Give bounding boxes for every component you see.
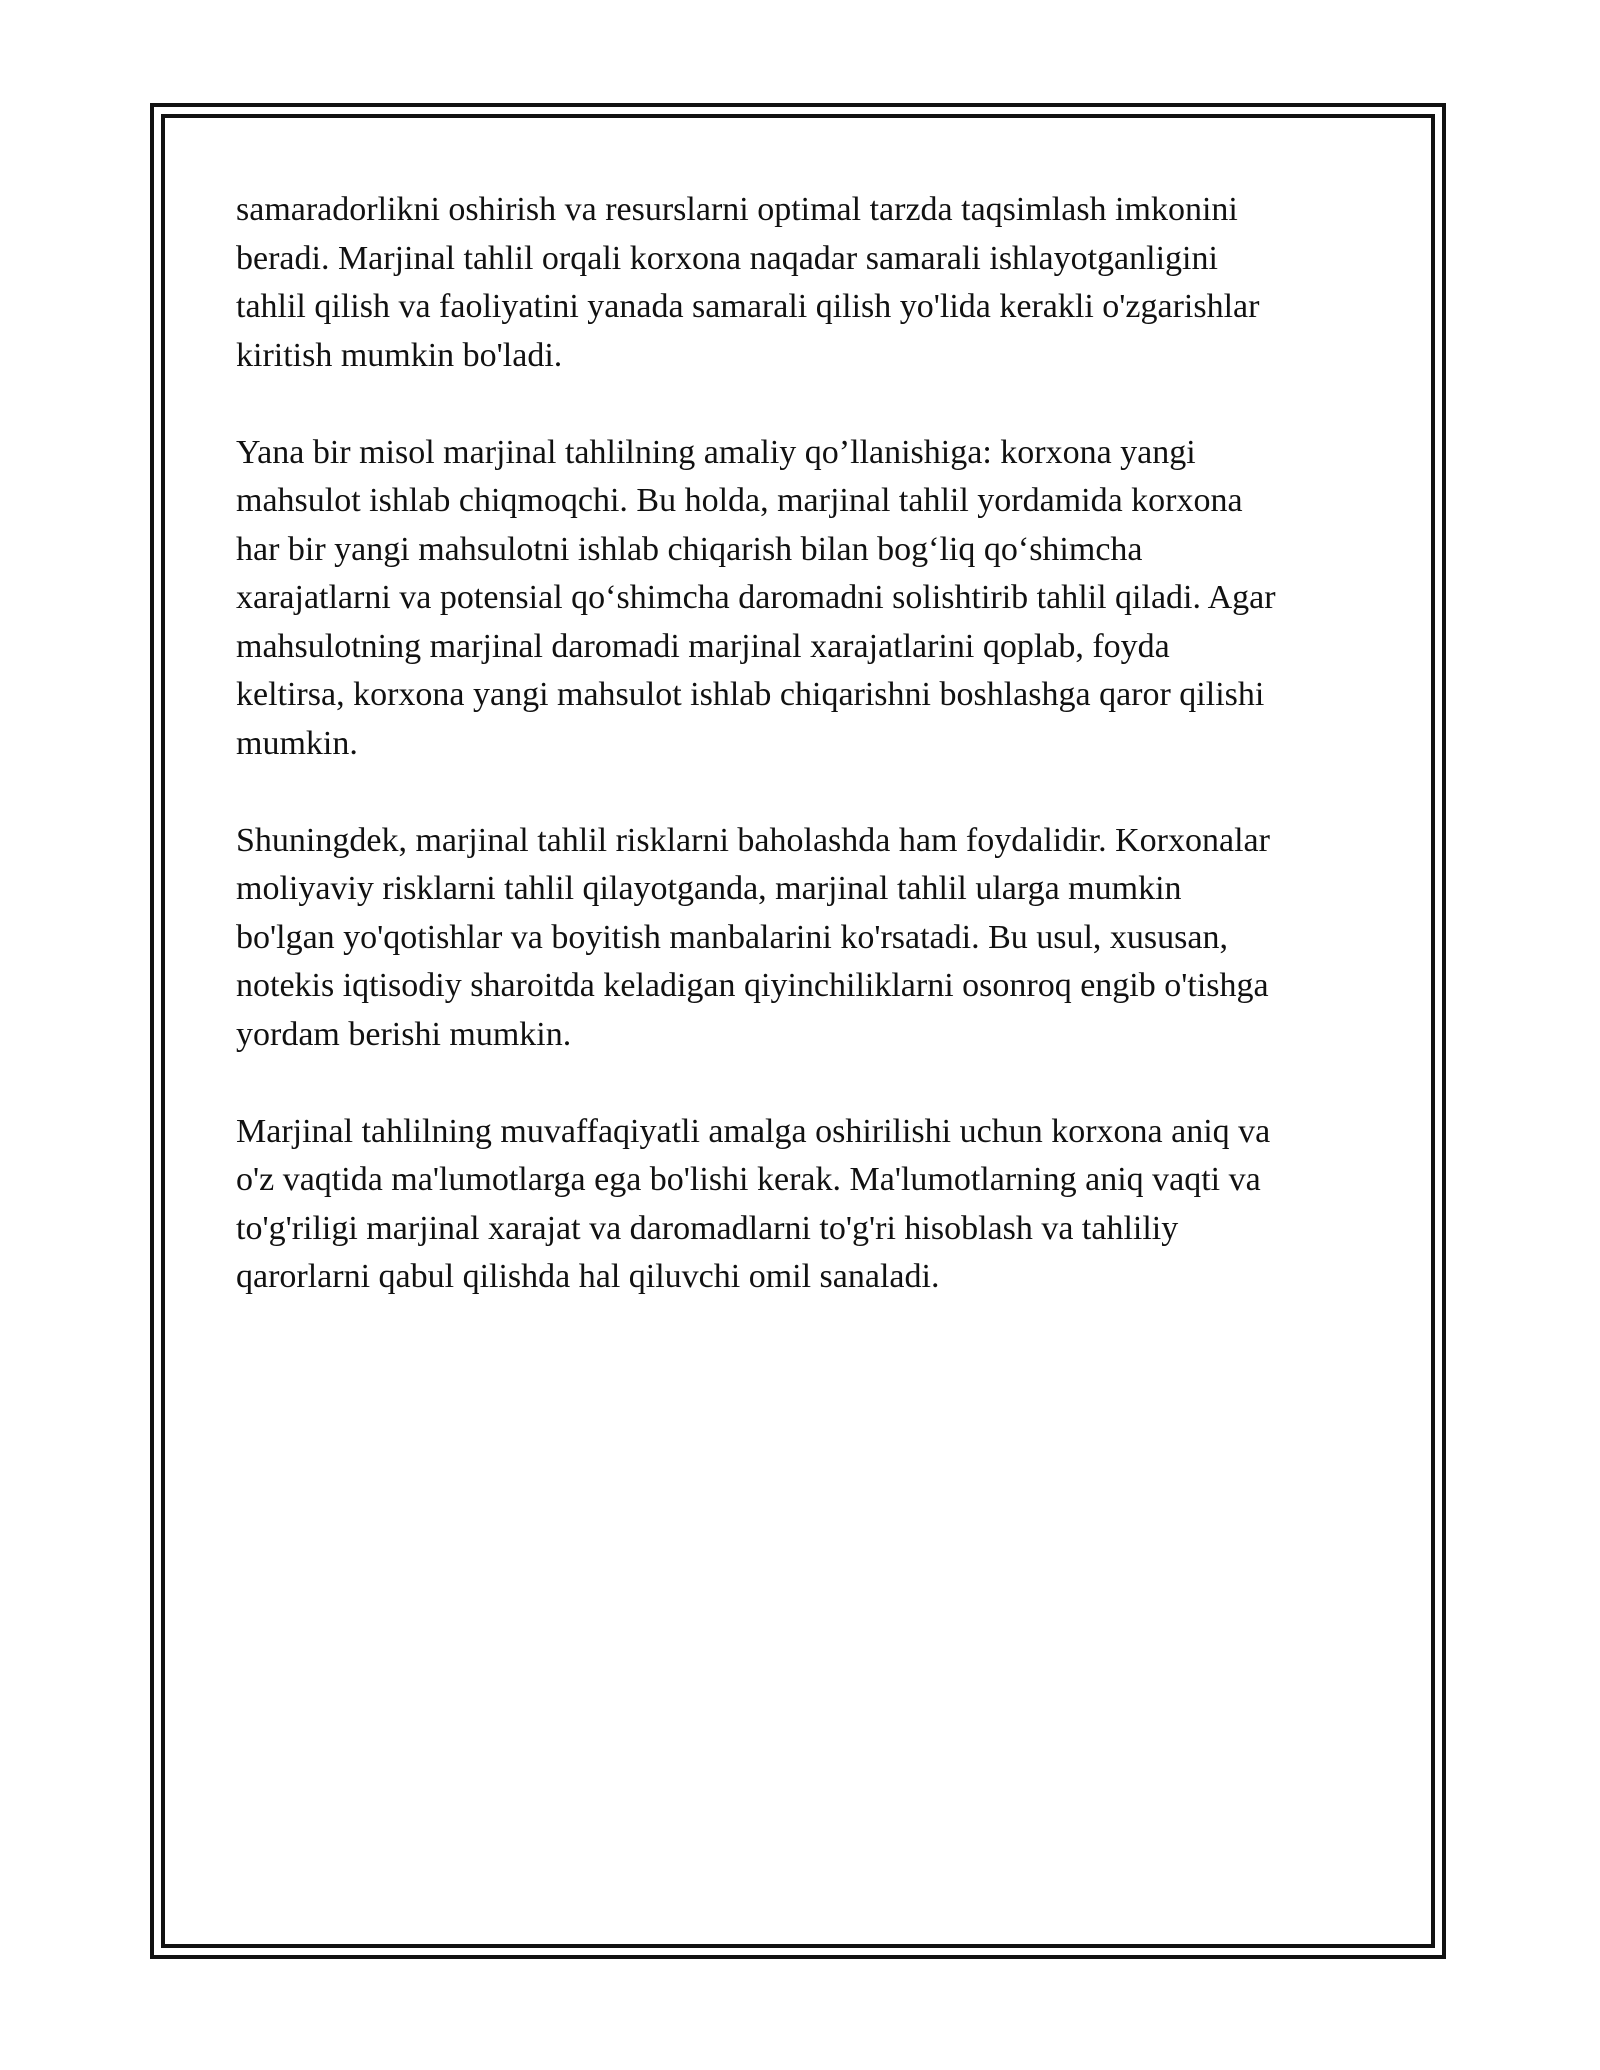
text-line: tahlil qilish va faoliyatini yanada samarali qilish yo'lida kerakli o'zgarishlar xyxy=(236,288,1260,325)
text-line: keltirsa, korxona yangi mahsulot ishlab chiqarishni boshlashga qaror qilishi xyxy=(236,676,1265,713)
text-line: har bir yangi mahsulotni ishlab chiqarish bilan bog‘liq qo‘shimcha xyxy=(236,530,1143,568)
text-line: beradi. Marjinal tahlil orqali korxona naqadar samarali ishlayotganligini xyxy=(236,239,1218,277)
text-line: samaradorlikni oshirish va resurslarni optimal tarzda taqsimlash imkonini xyxy=(236,191,1238,228)
paragraph-2 xyxy=(236,429,1366,769)
text-line: mahsulotning marjinal daromadi marjinal xarajatlarini qoplab, foyda xyxy=(236,627,1170,665)
text-line: xarajatlarni va potensial qo‘shimcha daromadni solishtirib tahlil qiladi. Agar xyxy=(236,579,1276,616)
paragraph-3 xyxy=(236,817,1366,1060)
document-body xyxy=(236,186,1366,1350)
paragraph-4 xyxy=(236,1108,1366,1302)
text-line: Yana bir misol marjinal tahlilning amaliy qo’llanishiga: korxona yangi xyxy=(236,433,1196,471)
text-line: yordam berishi mumkin. xyxy=(236,1015,572,1053)
text-line: to'g'riligi marjinal xarajat va daromadlarni to'g'ri hisoblash va tahliliy xyxy=(236,1209,1179,1247)
text-line: mahsulot ishlab chiqmoqchi. Bu holda, marjinal tahlil yordamida korxona xyxy=(236,482,1243,519)
paragraph-1 xyxy=(236,186,1366,380)
text-line: qarorlarni qabul qilishda hal qiluvchi omil sanaladi. xyxy=(236,1258,940,1295)
text-line: o'z vaqtida ma'lumotlarga ega bo'lishi kerak. Ma'lumotlarning aniq vaqti va xyxy=(236,1161,1261,1198)
text-line: mumkin. xyxy=(236,724,358,762)
text-line: bo'lgan yo'qotishlar va boyitish manbalarini ko'rsatadi. Bu usul, xususan, xyxy=(236,918,1228,956)
text-line: moliyaviy risklarni tahlil qilayotganda, marjinal tahlil ularga mumkin xyxy=(236,870,1182,907)
text-line: kiritish mumkin bo'ladi. xyxy=(236,336,563,374)
text-line: Shuningdek, marjinal tahlil risklarni baholashda ham foydalidir. Korxonalar xyxy=(236,821,1270,859)
text-line: notekis iqtisodiy sharoitda keladigan qiyinchiliklarni osonroq engib o'tishga xyxy=(236,967,1269,1004)
text-line: Marjinal tahlilning muvaffaqiyatli amalga oshirilishi uchun korxona aniq va xyxy=(236,1112,1271,1150)
